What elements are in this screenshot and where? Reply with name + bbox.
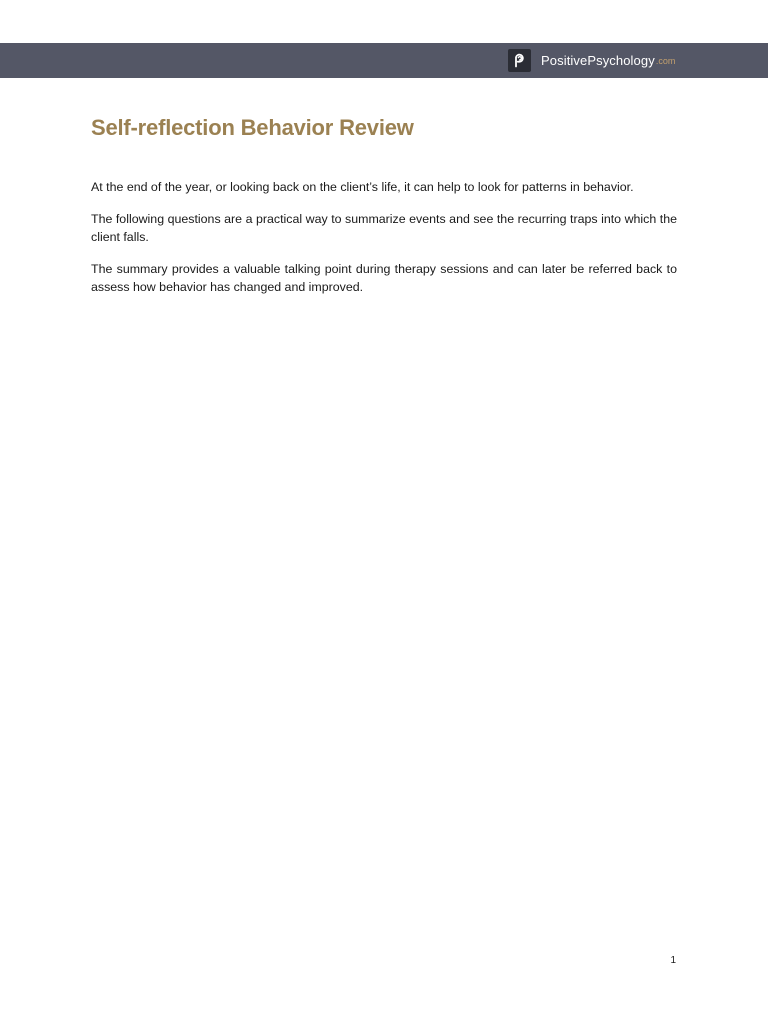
page-title: Self-reflection Behavior Review	[91, 115, 414, 140]
positive-psychology-logo-icon	[508, 49, 531, 72]
intro-paragraph: The summary provides a valuable talking point during therapy sessions and can later be referred back to assess how behavior has changed and improved.	[91, 261, 677, 294]
intro-paragraph: At the end of the year, or looking back on the client’s life, it can help to look for patterns in behavior.	[91, 180, 634, 194]
brand-suffix: .com	[655, 55, 676, 66]
intro-paragraph: The following questions are a practical way to summarize events and see the recurring traps into which the client falls.	[91, 211, 677, 244]
brand-logo-link[interactable]	[508, 49, 675, 72]
header-band	[0, 43, 768, 78]
page-number: 1	[670, 955, 676, 966]
intro-text	[91, 178, 677, 310]
brand-name: PositivePsychology	[541, 53, 655, 68]
